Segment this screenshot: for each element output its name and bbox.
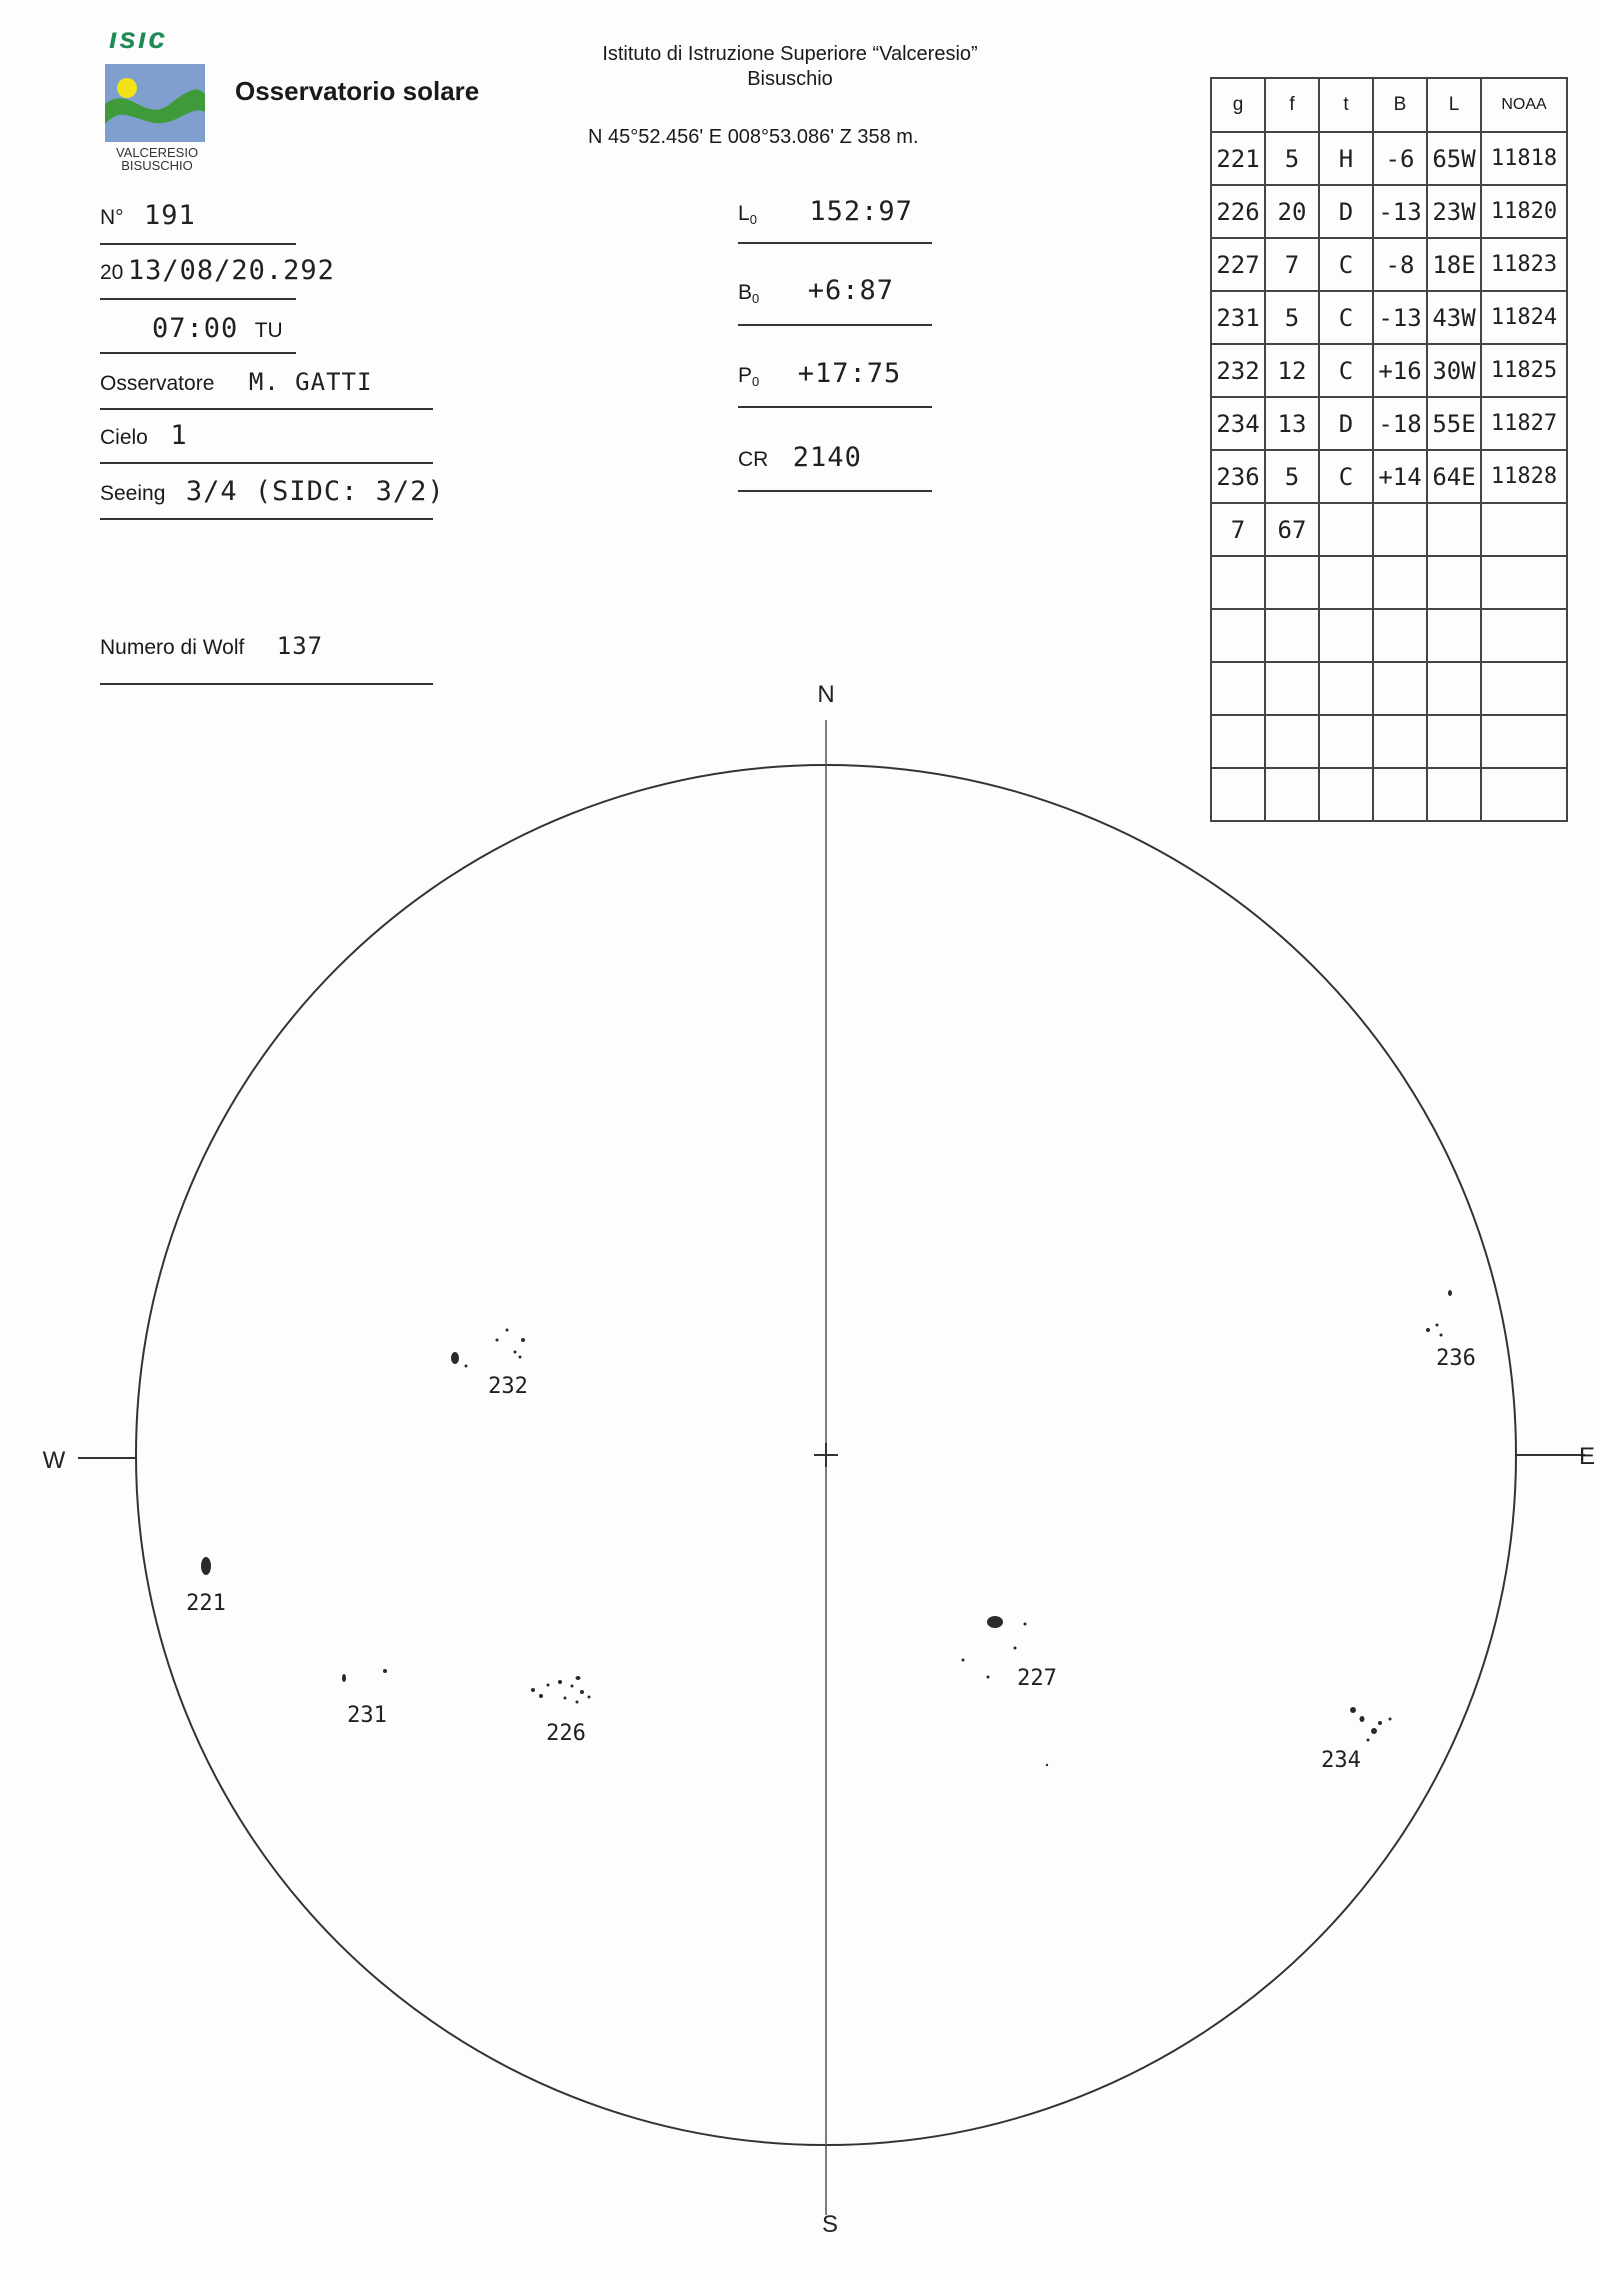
table-cell: 55E: [1427, 397, 1481, 450]
sunspot-mark: [1360, 1716, 1365, 1722]
sunspot-mark: [539, 1694, 543, 1698]
sunspot-mark: [342, 1674, 346, 1682]
table-cell: 226: [1211, 185, 1265, 238]
logo-caption-line1: VALCERESIO: [115, 145, 199, 160]
sunspot-group-label: 227: [1017, 1666, 1057, 1691]
l0-label: L: [738, 202, 750, 225]
sunspot-mark: [519, 1356, 522, 1359]
institute-line2: Bisuschio: [747, 68, 833, 90]
table-cell: 23W: [1427, 185, 1481, 238]
time-value: 07:00: [152, 313, 239, 344]
sunspot-mark: [1378, 1721, 1382, 1725]
table-cell: 5: [1265, 132, 1319, 185]
sunspot-mark: [1436, 1324, 1439, 1327]
sunspot-mark: [558, 1680, 562, 1684]
table-cell: -13: [1373, 185, 1427, 238]
sunspot-mark: [383, 1669, 387, 1673]
table-cell: 11828: [1481, 450, 1567, 503]
sky-value: 1: [170, 420, 188, 451]
site-coordinates: N 45°52.456' E 008°53.086' Z 358 m.: [588, 126, 919, 148]
column-header: L: [1427, 78, 1481, 132]
table-cell: 67: [1265, 503, 1319, 556]
table-cell: C: [1319, 450, 1373, 503]
sunspot-group-label: 221: [186, 1591, 226, 1616]
table-cell: 234: [1211, 397, 1265, 450]
table-cell: -6: [1373, 132, 1427, 185]
b0-subscript: 0: [752, 291, 760, 307]
sunspot-mark: [1014, 1647, 1017, 1650]
sunspot-mark: [580, 1690, 584, 1694]
table-cell: +14: [1373, 450, 1427, 503]
seeing-value: 3/4 (SIDC: 3/2): [185, 476, 445, 507]
sunspot-group-label: 226: [546, 1721, 586, 1746]
table-cell: 5: [1265, 450, 1319, 503]
south-label: S: [821, 2211, 839, 2238]
sunspot-mark: [514, 1351, 517, 1354]
table-cell: 43W: [1427, 291, 1481, 344]
table-cell: 221: [1211, 132, 1265, 185]
sunspot-mark: [521, 1338, 525, 1342]
sunspot-group-label: 234: [1321, 1748, 1361, 1773]
column-header: f: [1265, 78, 1319, 132]
observer-label: Osservatore: [100, 372, 215, 395]
table-cell: H: [1319, 132, 1373, 185]
sunspot-mark: [987, 1616, 1003, 1628]
sunspot-mark: [576, 1701, 579, 1704]
sunspot-group-label: 236: [1436, 1346, 1476, 1371]
sunspot-mark: [506, 1329, 509, 1332]
table-cell: -8: [1373, 238, 1427, 291]
sunspot-mark: [1046, 1764, 1048, 1766]
cr-value: 2140: [792, 442, 862, 473]
p0-subscript: 0: [752, 374, 760, 390]
sunspot-mark: [962, 1659, 965, 1662]
sunspot-mark: [1426, 1328, 1430, 1332]
sunspot-mark: [451, 1352, 459, 1364]
sunspot-group-label: 231: [347, 1703, 387, 1728]
wolf-label: Numero di Wolf: [100, 636, 245, 659]
sunspot-mark: [1367, 1739, 1370, 1742]
table-cell: D: [1319, 185, 1373, 238]
date-value: 13/08/20.292: [127, 255, 335, 286]
seeing-label: Seeing: [100, 482, 166, 505]
west-label: W: [42, 1447, 66, 1474]
table-cell: 11818: [1481, 132, 1567, 185]
sunspot-mark: [576, 1676, 581, 1680]
table-cell: 64E: [1427, 450, 1481, 503]
table-cell: 5: [1265, 291, 1319, 344]
column-header: t: [1319, 78, 1373, 132]
time-unit: TU: [254, 319, 283, 342]
number-label: N°: [100, 206, 124, 229]
sunspot-mark: [987, 1676, 990, 1679]
logo-wordmark: ısıc: [109, 22, 168, 55]
cr-label: CR: [738, 448, 769, 471]
table-cell: 236: [1211, 450, 1265, 503]
sunspot-mark: [1024, 1623, 1027, 1626]
table-cell: 11823: [1481, 238, 1567, 291]
b0-value: +6:87: [807, 275, 894, 306]
table-cell: +16: [1373, 344, 1427, 397]
p0-value: +17:75: [797, 358, 902, 389]
number-value: 191: [144, 200, 196, 231]
sunspot-mark: [465, 1365, 468, 1368]
column-header: B: [1373, 78, 1427, 132]
sky-label: Cielo: [100, 426, 148, 449]
north-label: N: [817, 681, 835, 708]
table-cell: 18E: [1427, 238, 1481, 291]
table-cell: 30W: [1427, 344, 1481, 397]
observer-value: M. GATTI: [248, 368, 373, 396]
sunspot-mark: [531, 1688, 535, 1692]
table-cell: 227: [1211, 238, 1265, 291]
sunspot-mark: [1350, 1707, 1356, 1713]
table-cell: 11824: [1481, 291, 1567, 344]
table-cell: C: [1319, 291, 1373, 344]
east-label: E: [1578, 1443, 1596, 1470]
sunspot-mark: [1448, 1290, 1452, 1296]
table-cell: C: [1319, 344, 1373, 397]
observatory-title: Osservatorio solare: [235, 76, 480, 106]
table-cell: 12: [1265, 344, 1319, 397]
sunspot-group-label: 232: [488, 1374, 528, 1399]
table-cell: 13: [1265, 397, 1319, 450]
column-header: NOAA: [1481, 78, 1567, 132]
table-cell: -18: [1373, 397, 1427, 450]
l0-value: 152:97: [809, 196, 913, 227]
table-cell: 20: [1265, 185, 1319, 238]
institute-line1: Istituto di Istruzione Superiore “Valceresio”: [602, 43, 978, 65]
table-cell: 232: [1211, 344, 1265, 397]
date-prefix: 20: [100, 261, 124, 284]
table-cell: -13: [1373, 291, 1427, 344]
sunspot-mark: [571, 1685, 574, 1688]
sunspot-mark: [547, 1684, 550, 1687]
table-cell: 231: [1211, 291, 1265, 344]
l0-subscript: 0: [749, 212, 757, 228]
table-cell: 11825: [1481, 344, 1567, 397]
sunspot-mark: [496, 1339, 499, 1342]
p0-label: P: [738, 364, 753, 387]
sunspot-mark: [588, 1696, 591, 1699]
table-cell: 7: [1211, 503, 1265, 556]
sunspot-mark: [1371, 1728, 1377, 1734]
table-cell: 11820: [1481, 185, 1567, 238]
table-cell: 11827: [1481, 397, 1567, 450]
b0-label: B: [738, 281, 753, 304]
logo-caption-line2: BISUSCHIO: [121, 158, 193, 173]
sunspot-mark: [564, 1697, 567, 1700]
table-cell: C: [1319, 238, 1373, 291]
table-cell: 7: [1265, 238, 1319, 291]
column-header: g: [1211, 78, 1265, 132]
sunspot-mark: [1440, 1334, 1443, 1337]
sunspot-mark: [201, 1557, 211, 1575]
table-cell: D: [1319, 397, 1373, 450]
table-cell: 65W: [1427, 132, 1481, 185]
sunspot-mark: [1389, 1718, 1392, 1721]
wolf-value: 137: [276, 632, 324, 660]
